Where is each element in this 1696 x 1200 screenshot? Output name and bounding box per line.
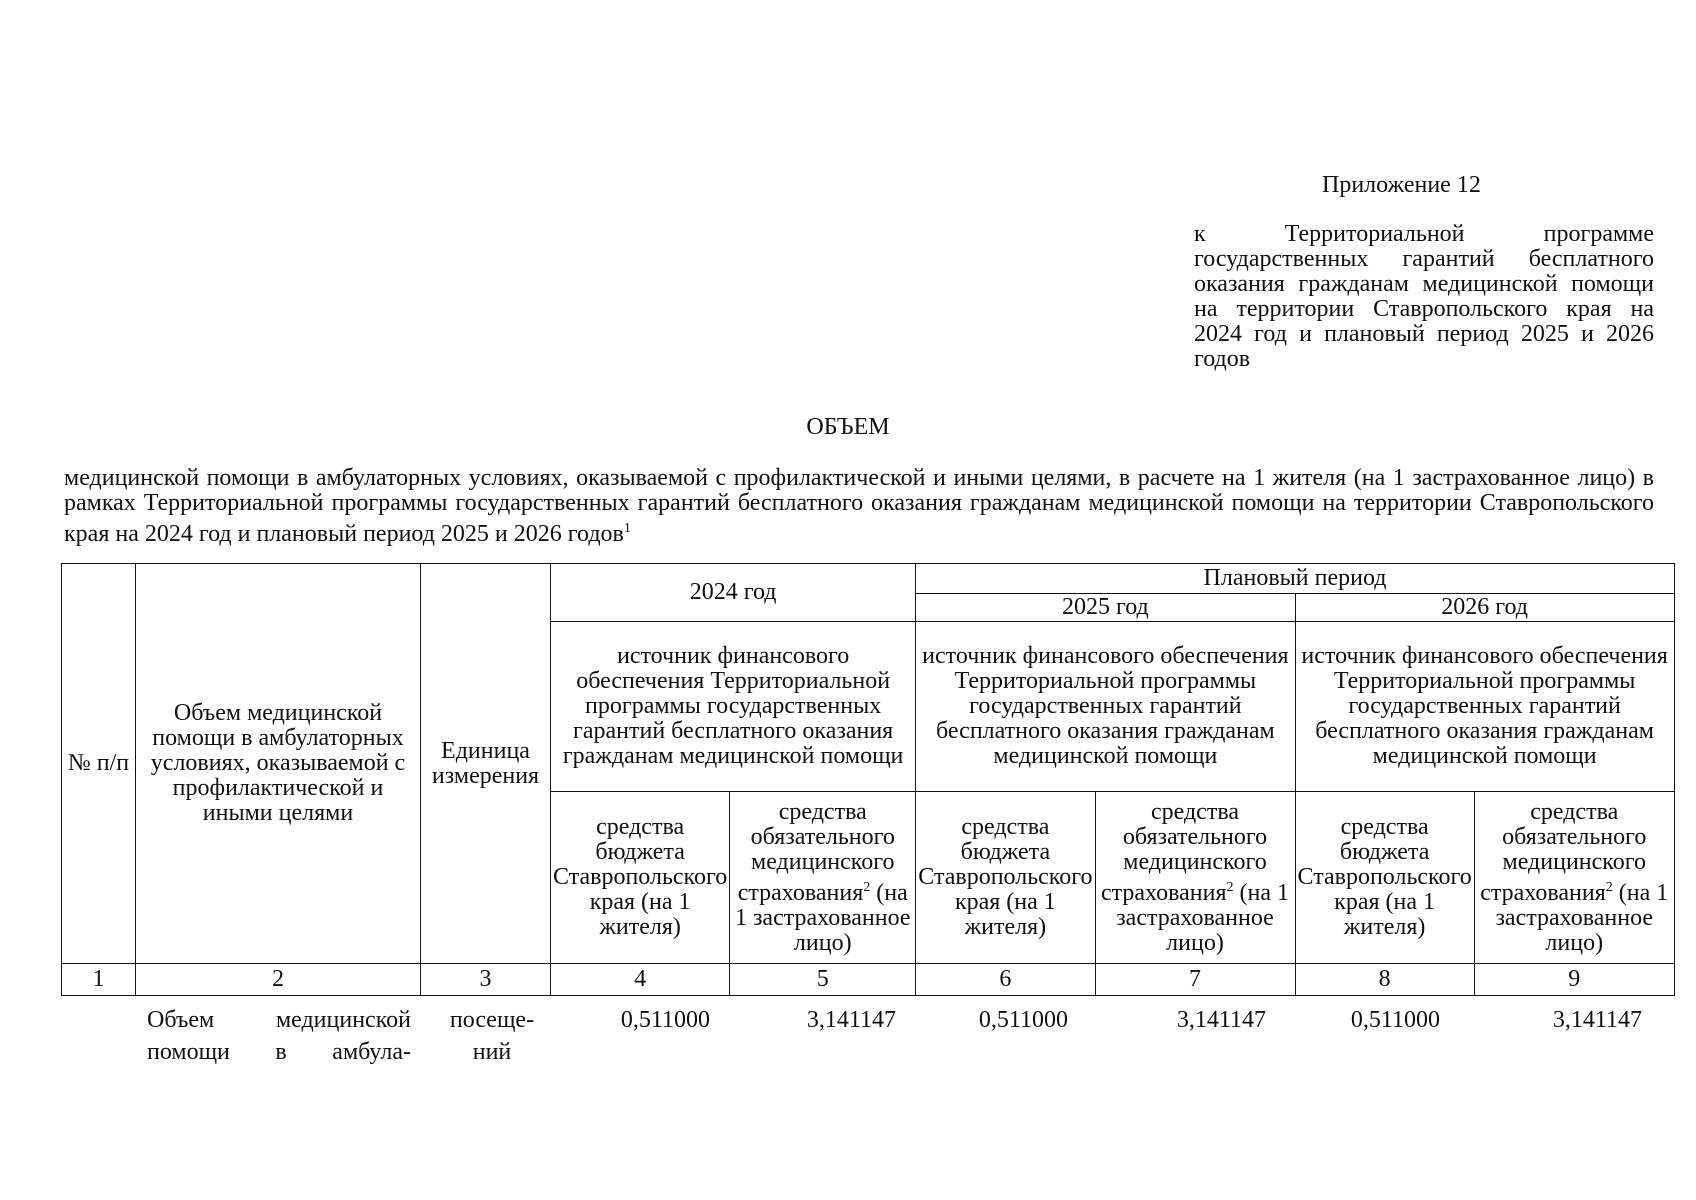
oms-tail: (на 1 застрахованное лицо) <box>1495 879 1669 956</box>
document-title: ОБЪЕМ <box>806 414 890 440</box>
value-2024-oms: 3,141147 <box>806 1007 896 1033</box>
appendix-title: Приложение 12 <box>1322 172 1481 198</box>
subtitle-footnote-mark: 1 <box>623 521 631 536</box>
header-source-2024: источник финансового обеспечения Территориальной программы государственных гарантий бесплатного оказания гражданам медицинской помощи <box>551 622 916 792</box>
value-2026-oms: 3,141147 <box>1552 1007 1642 1033</box>
header-budget-2026: средства бюджета Ставропольского края (на 1 жителя) <box>1295 792 1474 964</box>
oms-label: средства обязательного медицинского страхования <box>1480 798 1647 906</box>
header-oms-2024 <box>730 792 916 964</box>
oms-tail: (на 1 застрахованное лицо) <box>1116 879 1290 956</box>
value-2024-budget: 0,511000 <box>620 1007 710 1033</box>
header-planned-period: Плановый период <box>916 564 1675 594</box>
header-oms-2025 <box>1095 792 1295 964</box>
oms-footnote-mark: 2 <box>863 879 871 895</box>
header-budget-2025: средства бюджета Ставропольского края (на 1 жителя) <box>916 792 1095 964</box>
document-subtitle <box>64 466 1654 547</box>
header-oms-2026 <box>1474 792 1674 964</box>
header-year-2025: 2025 год <box>916 594 1295 622</box>
volume-table <box>61 563 1675 996</box>
header-year-2024: 2024 год <box>551 564 916 622</box>
oms-footnote-mark: 2 <box>1605 879 1613 895</box>
col-number: 2 <box>136 964 421 996</box>
header-num: № п/п <box>62 564 136 964</box>
header-source-2026: источник финансового обеспечения Территориальной программы государственных гарантий бесплатного оказания гражданам медицинской помощи <box>1295 622 1674 792</box>
value-2026-budget: 0,511000 <box>1350 1007 1440 1033</box>
oms-tail: (на 1 застрахованное лицо) <box>734 879 911 956</box>
subtitle-text: медицинской помощи в амбулаторных условиях, оказываемой с профилактической и иными целями, в расчете на 1 жителя (на 1 застрахованное лицо) в рамках Территориальной программы государственных гарантий бесплатного оказания гражданам медицинской помощи на территории Ставропольского края на 2024 год и плановый период 2025 и 2026 годов <box>64 465 1654 547</box>
header-budget-2024: средства бюджета Ставропольского края (на 1 жителя) <box>551 792 730 964</box>
value-2025-budget: 0,511000 <box>978 1007 1068 1033</box>
value-2025-oms: 3,141147 <box>1176 1007 1266 1033</box>
col-number: 5 <box>730 964 916 996</box>
oms-label: средства обязательного медицинского страхования <box>737 798 895 906</box>
oms-footnote-mark: 2 <box>1226 879 1234 895</box>
header-year-2026: 2026 год <box>1295 594 1674 622</box>
col-number: 9 <box>1474 964 1674 996</box>
col-number: 7 <box>1095 964 1295 996</box>
row-name: Объем медицинской помощи в амбула- <box>147 1007 411 1065</box>
oms-label: средства обязательного медицинского страхования <box>1100 798 1268 906</box>
header-volume: Объем медицинской помощи в амбулаторных условиях, оказываемой с профилактической и иными целями <box>136 564 421 964</box>
header-source-2025: источник финансового обеспечения Территориальной программы государственных гарантий бесплатного оказания гражданам медицинской помощи <box>916 622 1295 792</box>
col-number: 6 <box>916 964 1095 996</box>
header-unit: Единица измерения <box>421 564 551 964</box>
row-unit: посеще-ний <box>449 1007 535 1065</box>
col-number: 8 <box>1295 964 1474 996</box>
col-number: 1 <box>62 964 136 996</box>
table-row <box>0 1004 1696 1074</box>
appendix-text: к Территориальной программе государственных гарантий бесплатного оказания гражданам медицинской помощи на территории Ставропольского края на 2024 год и плановый период 2025 и 2026 годов <box>1194 221 1654 372</box>
col-number: 3 <box>421 964 551 996</box>
col-number: 4 <box>551 964 730 996</box>
